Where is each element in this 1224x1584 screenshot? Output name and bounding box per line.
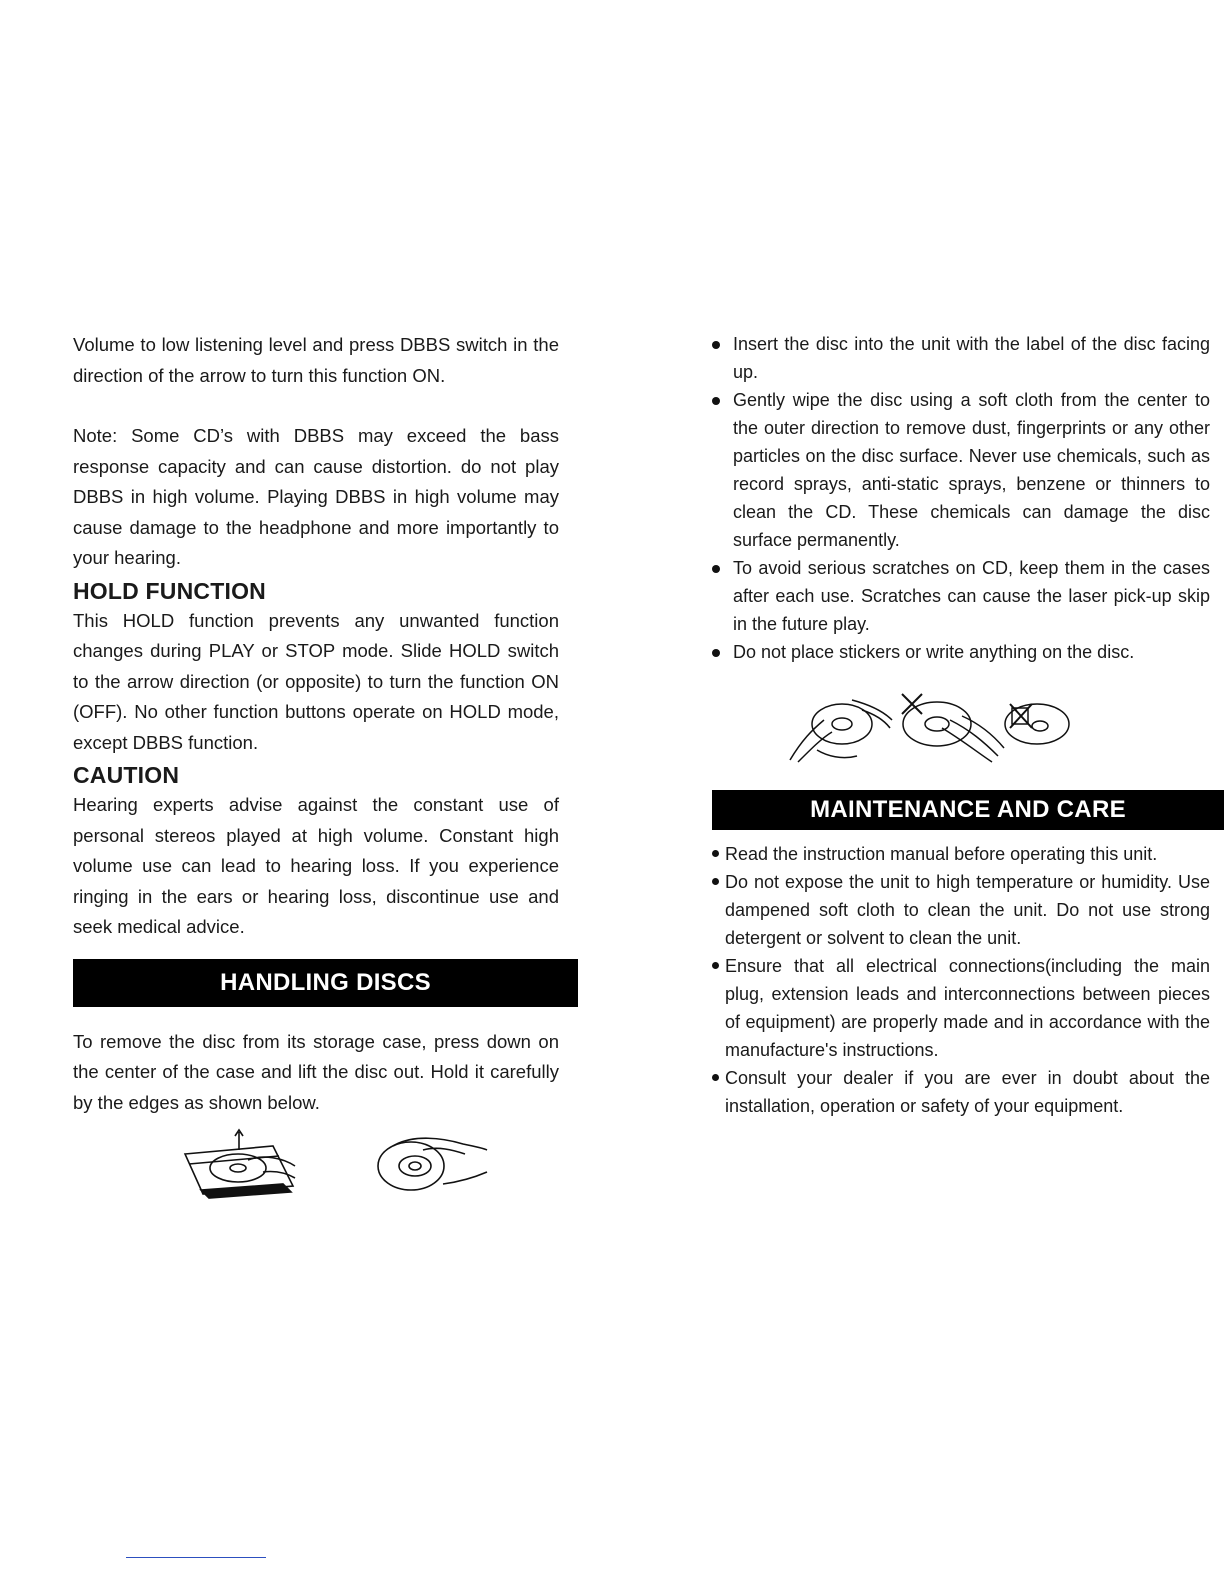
maintenance-care-list xyxy=(712,840,1210,1120)
hold-function-heading: HOLD FUNCTION xyxy=(73,577,266,604)
dbbs-note-text: Note: Some CD’s with DBBS may exceed the bass response capacity and can cause distortion. do not play DBBS in high volume. Playing DBBS in high volume may cause damage to the headphone and more importantly to your hearing. xyxy=(73,425,559,568)
disc-care-list xyxy=(712,330,1210,666)
disc-handling-illustration xyxy=(712,690,1210,770)
left-column xyxy=(73,330,559,1204)
bullet-icon xyxy=(712,850,719,857)
list-item: Do not place stickers or write anything on the disc. xyxy=(712,638,1210,666)
bullet-icon xyxy=(712,341,720,349)
list-item: Do not expose the unit to high temperature or humidity. Use dampened soft cloth to clean the unit. Do not use strong detergent or solvent to clean the unit. xyxy=(712,868,1210,952)
right-column xyxy=(712,330,1210,1120)
bullet-icon xyxy=(712,397,720,405)
disc-removal-illustration xyxy=(73,1124,559,1204)
caution-text: Hearing experts advise against the constant use of personal stereos played at high volume. Constant high volume use can lead to hearing loss. If you experience ringing in the ears or hearing loss, discontinue use and seek medical advice. xyxy=(73,794,559,937)
handling-discs-banner: HANDLING DISCS xyxy=(73,959,578,1007)
disc-handling-drawing xyxy=(712,690,1210,770)
list-item: Ensure that all electrical connections(including the main plug, extension leads and interconnections between pieces of equipment) are properly made and in accordance with the manufacture's instructions. xyxy=(712,952,1210,1064)
maintenance-care-banner: MAINTENANCE AND CARE xyxy=(712,790,1224,830)
footer-rule xyxy=(126,1557,266,1558)
caution-heading: CAUTION xyxy=(73,762,180,788)
hands-on-disc-icon xyxy=(790,700,892,762)
handling-discs-text: To remove the disc from its storage case, press down on the center of the case and lift the disc out. Hold it carefully by the edges as shown below. xyxy=(73,1030,559,1113)
bullet-icon xyxy=(712,565,720,573)
hold-function-text: This HOLD function prevents any unwanted function changes during PLAY or STOP mode. Slide HOLD switch to the arrow direction (or opposite) to turn the function ON (OFF). No other function buttons operate on HOLD mode, except DBBS function. xyxy=(73,609,559,753)
list-item: To avoid serious scratches on CD, keep them in the cases after each use. Scratches can cause the laser pick-up skip in the future play. xyxy=(712,554,1210,638)
list-item: Insert the disc into the unit with the label of the disc facing up. xyxy=(712,330,1210,386)
bullet-icon xyxy=(712,1074,719,1081)
bullet-icon xyxy=(712,962,719,969)
no-sticker-disc-icon xyxy=(1005,704,1069,744)
hand-holding-disc-icon xyxy=(378,1138,487,1190)
disc-in-case-icon xyxy=(185,1130,295,1198)
list-item: Gently wipe the disc using a soft cloth from the center to the outer direction to remove dust, fingerprints or any other particles on the disc surface. Never use chemicals, such as record sprays, anti-static sprays, benzene or thinners to clean the CD. These chemicals can damage the disc surface permanently. xyxy=(712,386,1210,554)
list-item: Consult your dealer if you are ever in doubt about the installation, operation or safety of your equipment. xyxy=(712,1064,1210,1120)
bullet-icon xyxy=(712,649,720,657)
list-item: Read the instruction manual before operating this unit. xyxy=(712,840,1210,868)
dbbs-intro-text: Volume to low listening level and press DBBS switch in the direction of the arrow to turn this function ON. xyxy=(73,334,559,386)
disc-removal-drawing xyxy=(73,1124,559,1204)
bullet-icon xyxy=(712,878,719,885)
wiping-disc-icon xyxy=(902,694,1004,762)
